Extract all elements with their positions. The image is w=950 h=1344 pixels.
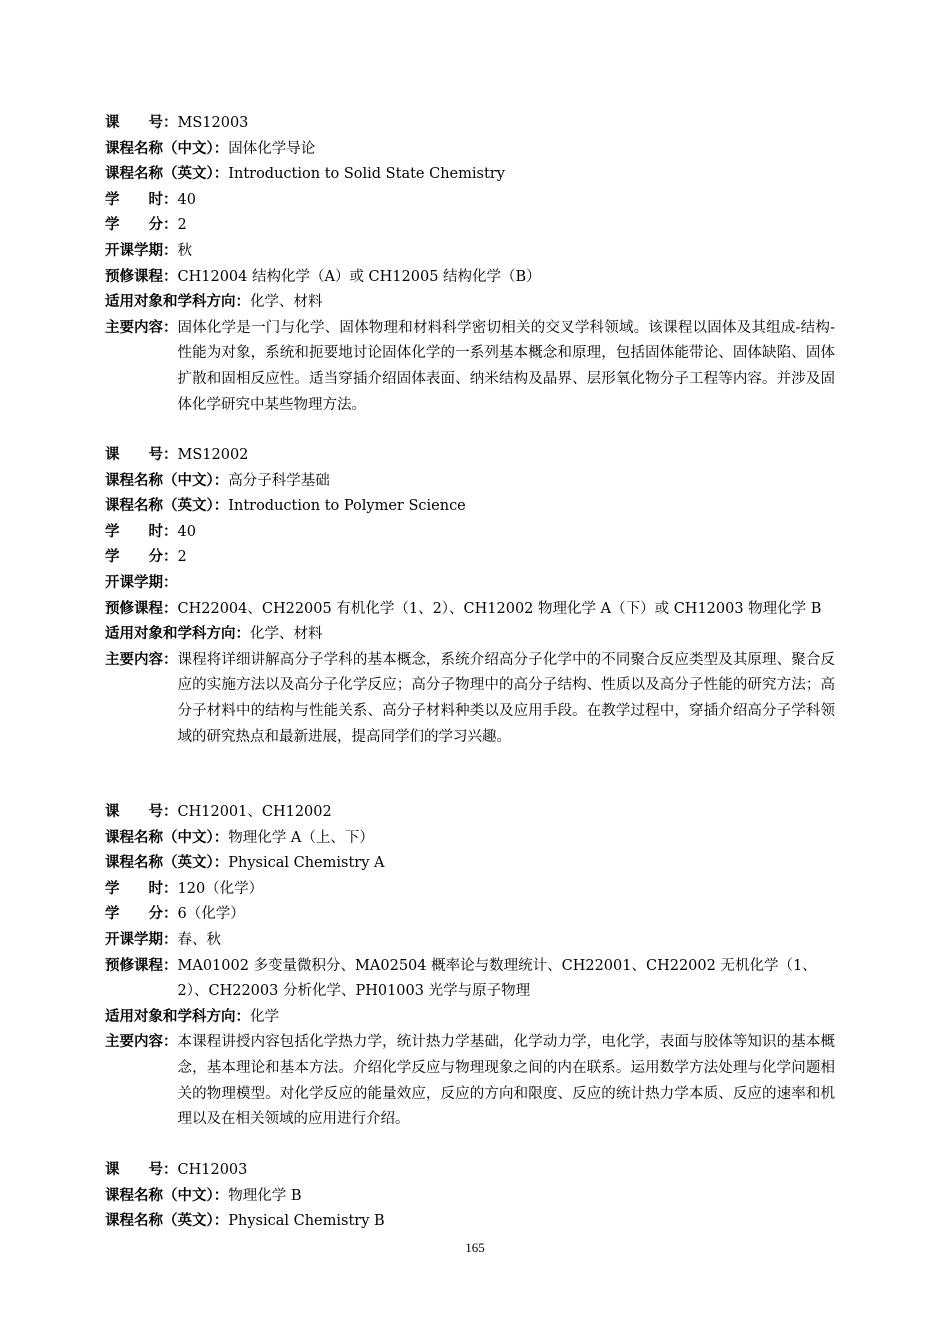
course-hours-row — [105, 520, 835, 546]
course-semester-row — [105, 239, 835, 265]
course-semester-label: 开课学期： — [105, 931, 178, 948]
course-name-cn-value: 高分子科学基础 — [228, 472, 330, 489]
course-name-cn-row — [105, 826, 835, 852]
course-code-row — [105, 1158, 835, 1184]
course-code-label: 课 号： — [105, 115, 178, 131]
course-semester-value: 春、秋 — [177, 931, 221, 948]
course-name-en-label: 课程名称（英文）： — [105, 498, 229, 515]
course-semester-row — [105, 928, 835, 954]
course-credits-label: 学 分： — [105, 217, 178, 234]
course-content-value: 课程将详细讲解高分子学科的基本概念，系统介绍高分子化学中的不同聚合反应类型及其原理、聚合反应的实施方法以及高分子化学反应；高分子物理中的高分子结构、性质以及高分子性能的研究方法；高分子材料中的结构与性能关系、高分子材料种类以及应用手段。在教学过程中，穿插介绍高分子学科领域的研究热点和最新进展，提高同学们的学习兴趣。 — [177, 651, 835, 745]
course-name-cn-value: 物理化学 B — [228, 1187, 302, 1204]
course-code-label: 课 号： — [105, 447, 178, 463]
course-content-label: 主要内容： — [105, 1034, 178, 1051]
course-hours-value: 40 — [177, 523, 196, 540]
course-name-en-row — [105, 494, 835, 520]
course-hours-row — [105, 877, 835, 903]
course-name-en-row — [105, 162, 835, 188]
course-name-en-label: 课程名称（英文）： — [105, 1213, 229, 1230]
course-code-value: CH12001、CH12002 — [177, 804, 332, 820]
course-name-cn-row — [105, 1184, 835, 1210]
course-credits-label: 学 分： — [105, 906, 178, 923]
course-credits-row — [105, 213, 835, 239]
course-credits-value: 6（化学） — [177, 906, 245, 923]
course-prereq-value: CH12004 结构化学（A）或 CH12005 结构化学（B） — [177, 268, 541, 285]
course-code-row — [105, 111, 835, 137]
course-audience-row — [105, 622, 835, 648]
course-content-label: 主要内容： — [105, 319, 178, 336]
course-name-cn-label: 课程名称（中文）： — [105, 829, 229, 846]
course-audience-value: 化学 — [250, 1008, 279, 1025]
course-content-value: 固体化学是一门与化学、固体物理和材料科学密切相关的交叉学科领域。该课程以固体及其组成-结构-性能为对象，系统和扼要地讨论固体化学的一系列基本概念和原理，包括固体能带论、固体缺陷、固体扩散和固相反应性。适当穿插介绍固体表面、纳米结构及晶界、层形氧化物分子工程等内容。并涉及固体化学研究中某些物理方法。 — [177, 319, 835, 413]
course-content-label: 主要内容： — [105, 651, 178, 668]
course-name-en-value: Introduction to Polymer Science — [228, 498, 466, 515]
course-name-en-label: 课程名称（英文）： — [105, 166, 229, 183]
course-audience-label: 适用对象和学科方向： — [105, 626, 250, 643]
course-hours-label: 学 时： — [105, 523, 178, 540]
course-semester-row — [105, 571, 835, 597]
course-audience-label: 适用对象和学科方向： — [105, 294, 250, 311]
course-prereq-row — [105, 597, 835, 623]
course-entry-ms12002 — [105, 443, 835, 750]
course-name-cn-value: 固体化学导论 — [228, 140, 316, 157]
course-prereq-row — [105, 954, 835, 1005]
course-hours-label: 学 时： — [105, 191, 178, 208]
course-credits-value: 2 — [177, 217, 187, 234]
course-hours-row — [105, 188, 835, 214]
course-semester-value: 秋 — [177, 242, 192, 259]
course-content-row — [105, 648, 835, 750]
course-code-label: 课 号： — [105, 1162, 178, 1178]
course-content-row — [105, 1030, 835, 1132]
course-code-row — [105, 800, 835, 826]
course-content-value: 本课程讲授内容包括化学热力学，统计热力学基础，化学动力学，电化学，表面与胶体等知识的基本概念，基本理论和基本方法。介绍化学反应与物理现象之间的内在联系。运用数学方法处理与化学问题相关的物理模型。对化学反应的能量效应，反应的方向和限度、反应的统计热力学本质、反应的速率和机理以及在相关领域的应用进行介绍。 — [177, 1034, 835, 1128]
course-name-cn-row — [105, 137, 835, 163]
course-hours-value: 40 — [177, 191, 196, 208]
course-audience-value: 化学、材料 — [250, 294, 323, 311]
course-name-en-value: Physical Chemistry A — [228, 855, 385, 872]
course-name-en-label: 课程名称（英文）： — [105, 855, 229, 872]
course-name-cn-label: 课程名称（中文）： — [105, 472, 229, 489]
course-prereq-label: 预修课程： — [105, 600, 178, 617]
course-semester-label: 开课学期： — [105, 574, 178, 591]
course-audience-row — [105, 290, 835, 316]
course-entry-ms12003 — [105, 111, 835, 418]
course-audience-label: 适用对象和学科方向： — [105, 1008, 250, 1025]
course-name-cn-row — [105, 469, 835, 495]
course-audience-value: 化学、材料 — [250, 626, 323, 643]
course-code-value: CH12003 — [177, 1162, 248, 1178]
course-name-cn-label: 课程名称（中文）： — [105, 140, 229, 157]
page-number: 165 — [465, 1240, 485, 1255]
course-name-cn-label: 课程名称（中文）： — [105, 1187, 229, 1204]
course-credits-value: 2 — [177, 549, 187, 566]
course-name-en-value: Introduction to Solid State Chemistry — [228, 166, 505, 183]
course-prereq-row — [105, 265, 835, 291]
course-hours-label: 学 时： — [105, 880, 178, 897]
course-entry-ch12003 — [105, 1158, 835, 1235]
course-credits-label: 学 分： — [105, 549, 178, 566]
course-prereq-label: 预修课程： — [105, 268, 178, 285]
course-audience-row — [105, 1005, 835, 1031]
course-name-en-value: Physical Chemistry B — [228, 1213, 385, 1230]
course-credits-row — [105, 902, 835, 928]
course-code-row — [105, 443, 835, 469]
course-credits-row — [105, 545, 835, 571]
course-prereq-label: 预修课程： — [105, 957, 178, 974]
course-hours-value: 120（化学） — [177, 880, 264, 897]
course-prereq-value: CH22004、CH22005 有机化学（1、2）、CH12002 物理化学 A（下）或 CH12003 物理化学 B — [177, 600, 822, 617]
course-code-value: MS12002 — [177, 447, 249, 463]
course-semester-label: 开课学期： — [105, 242, 178, 259]
course-code-label: 课 号： — [105, 804, 178, 820]
course-code-value: MS12003 — [177, 115, 249, 131]
course-prereq-value: MA01002 多变量微积分、MA02504 概率论与数理统计、CH22001、CH22002 无机化学（1、2）、CH22003 分析化学、PH01003 光学与原子物理 — [177, 957, 817, 1000]
course-entry-ch12001 — [105, 800, 835, 1133]
course-name-en-row — [105, 1209, 835, 1235]
course-name-en-row — [105, 851, 835, 877]
course-name-cn-value: 物理化学 A（上、下） — [228, 829, 374, 846]
course-content-row — [105, 316, 835, 418]
